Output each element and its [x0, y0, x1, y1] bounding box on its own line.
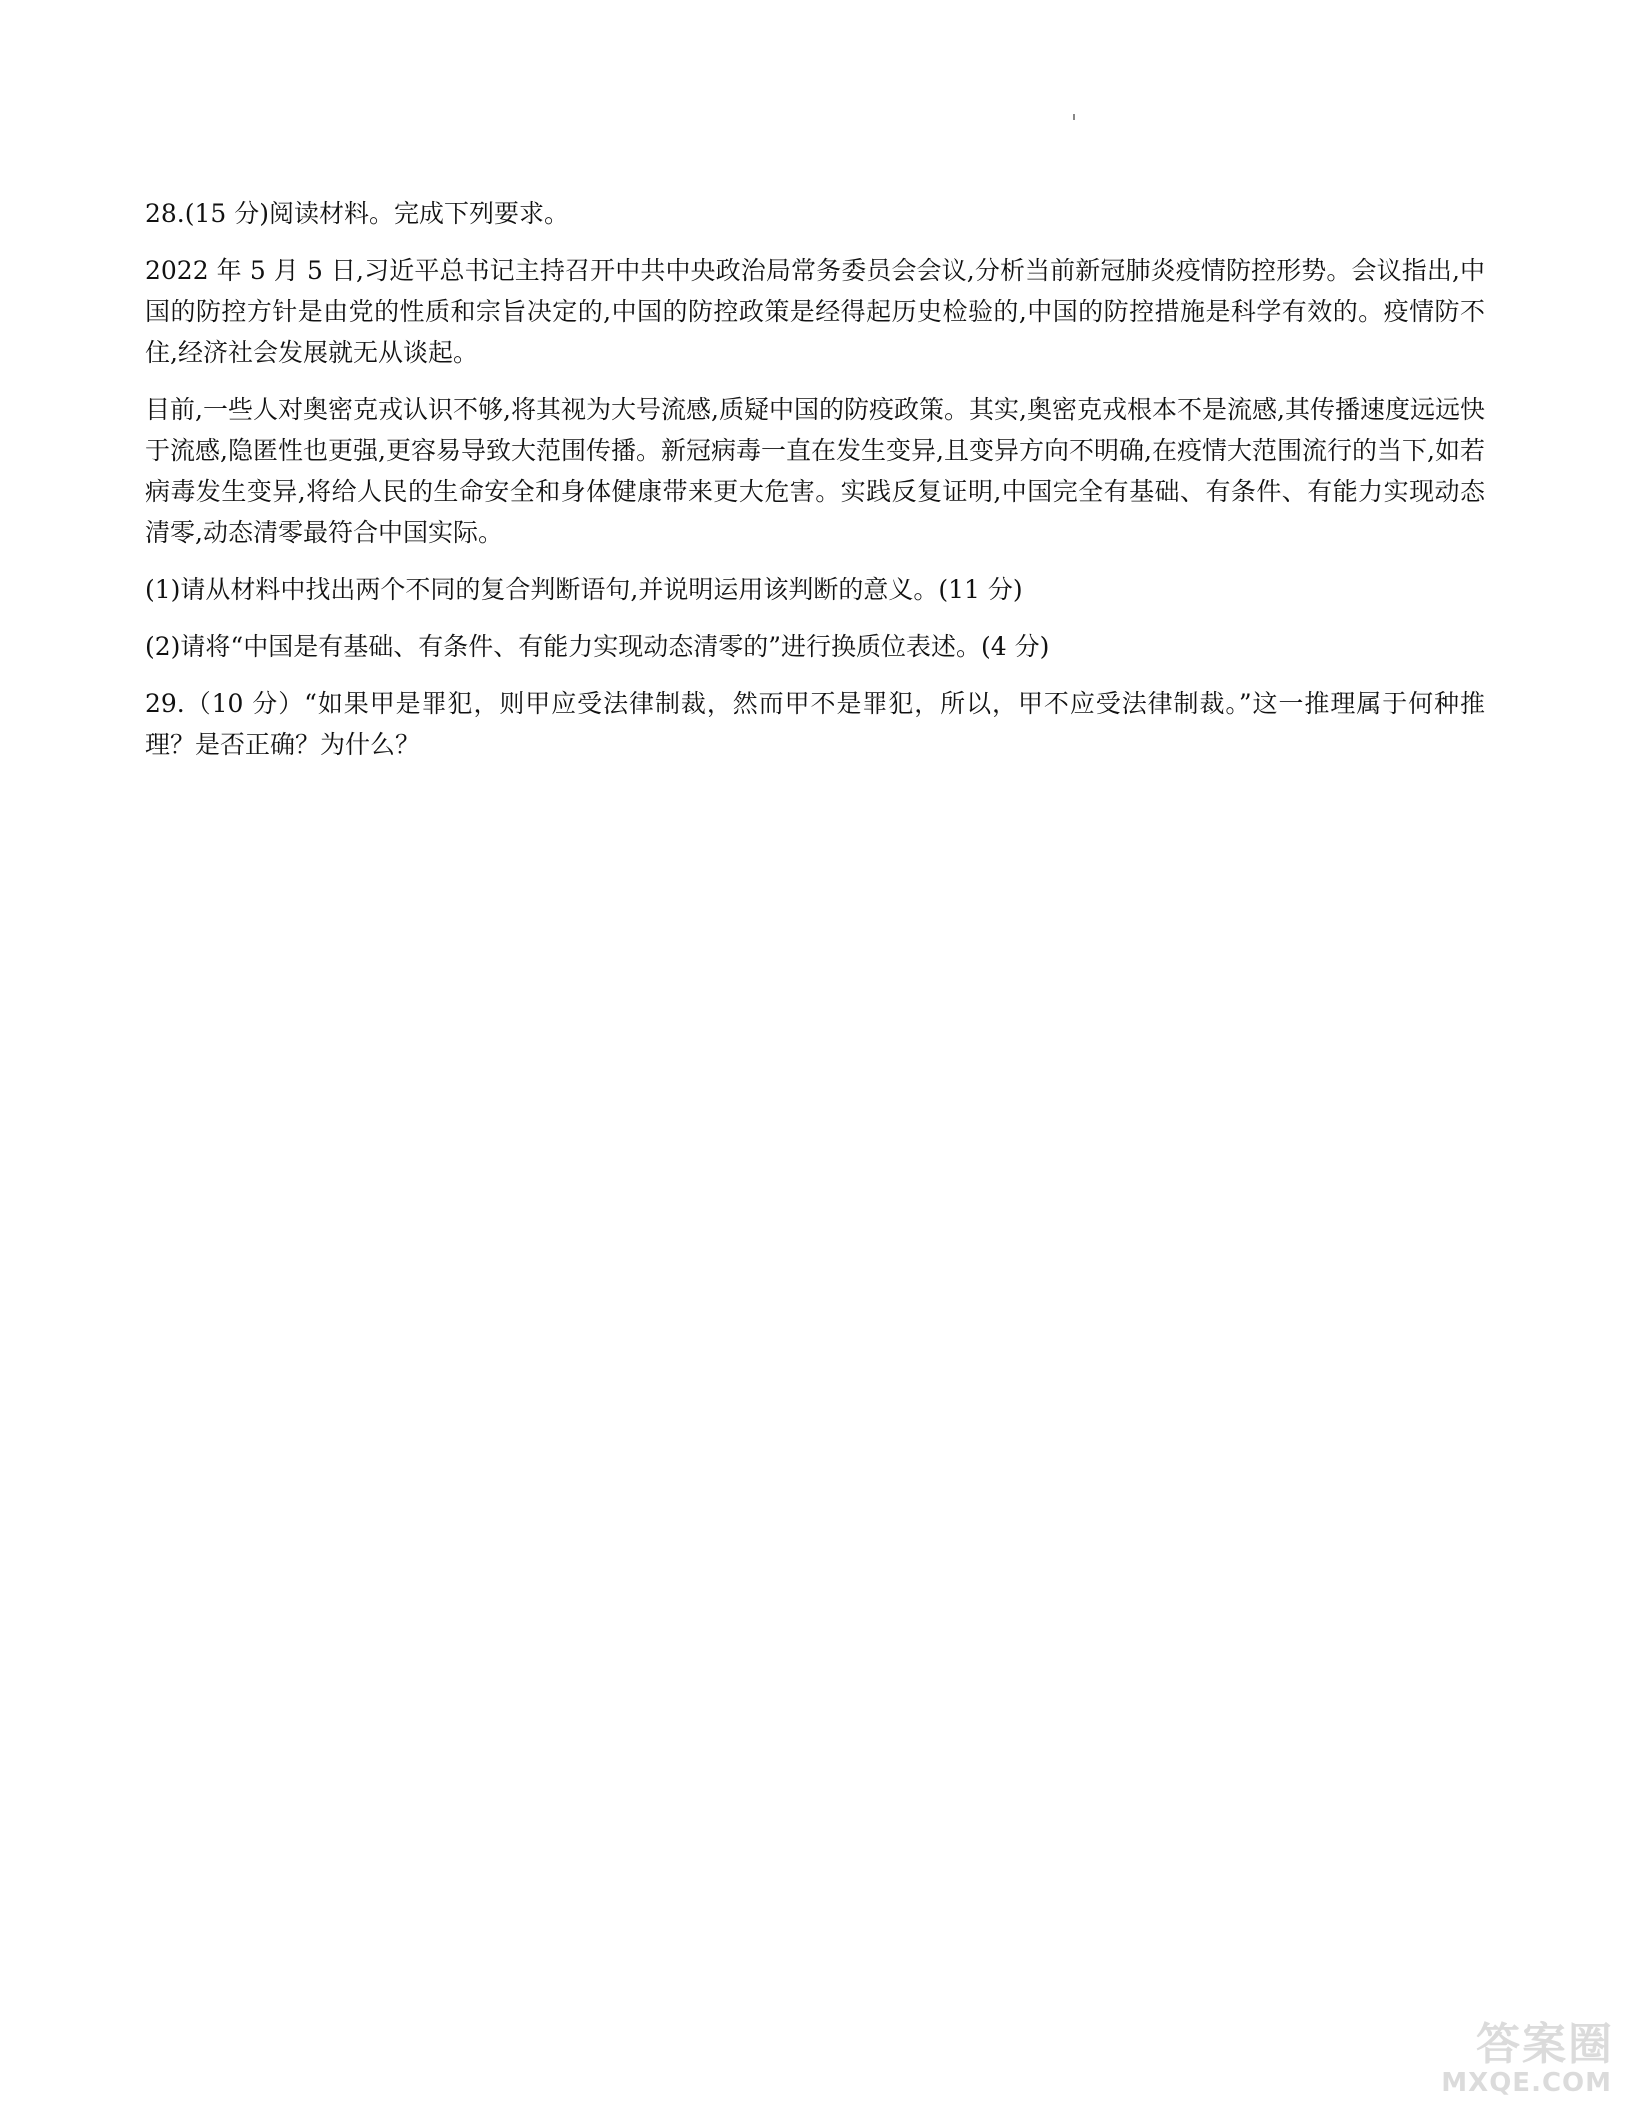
q28-heading: 28.(15 分)阅读材料。完成下列要求。 [145, 199, 570, 228]
watermark-url: MXQE.COM [1441, 2068, 1612, 2098]
watermark-logo-text: 答案圈 [1476, 2019, 1614, 2070]
site-watermark [1404, 2008, 1614, 2098]
q28-subquestion-1: (1)请从材料中找出两个不同的复合判断语句,并说明运用该判断的意义。(11 分) [145, 575, 1023, 604]
q28-subquestion-2: (2)请将“中国是有基础、有条件、有能力实现动态清零的”进行换质位表述。(4 分) [145, 632, 1050, 661]
scan-mark [1073, 114, 1075, 120]
q28-material-2: 目前,一些人对奥密克戎认识不够,将其视为大号流感,质疑中国的防疫政策。其实,奥密克戎根本不是流感,其传播速度远远快于流感,隐匿性也更强,更容易导致大范围传播。新冠病毒一直在发生变异,且变异方向不明确,在疫情大范围流行的当下,如若病毒发生变异,将给人民的生命安全和身体健康带来更大危害。实践反复证明,中国完全有基础、有条件、有能力实现动态清零,动态清零最符合中国实际。 [145, 395, 1485, 547]
q28-material-1: 2022 年 5 月 5 日,习近平总书记主持召开中共中央政治局常务委员会会议,分析当前新冠肺炎疫情防控形势。会议指出,中国的防控方针是由党的性质和宗旨决定的,中国的防控政策是经得起历史检验的,中国的防控措施是科学有效的。疫情防不住,经济社会发展就无从谈起。 [145, 256, 1485, 367]
question-content [145, 193, 1485, 783]
q29-question: 29.（10 分）“如果甲是罪犯，则甲应受法律制裁，然而甲不是罪犯，所以，甲不应受法律制裁。”这一推理属于何种推理？是否正确？为什么？ [145, 689, 1485, 759]
